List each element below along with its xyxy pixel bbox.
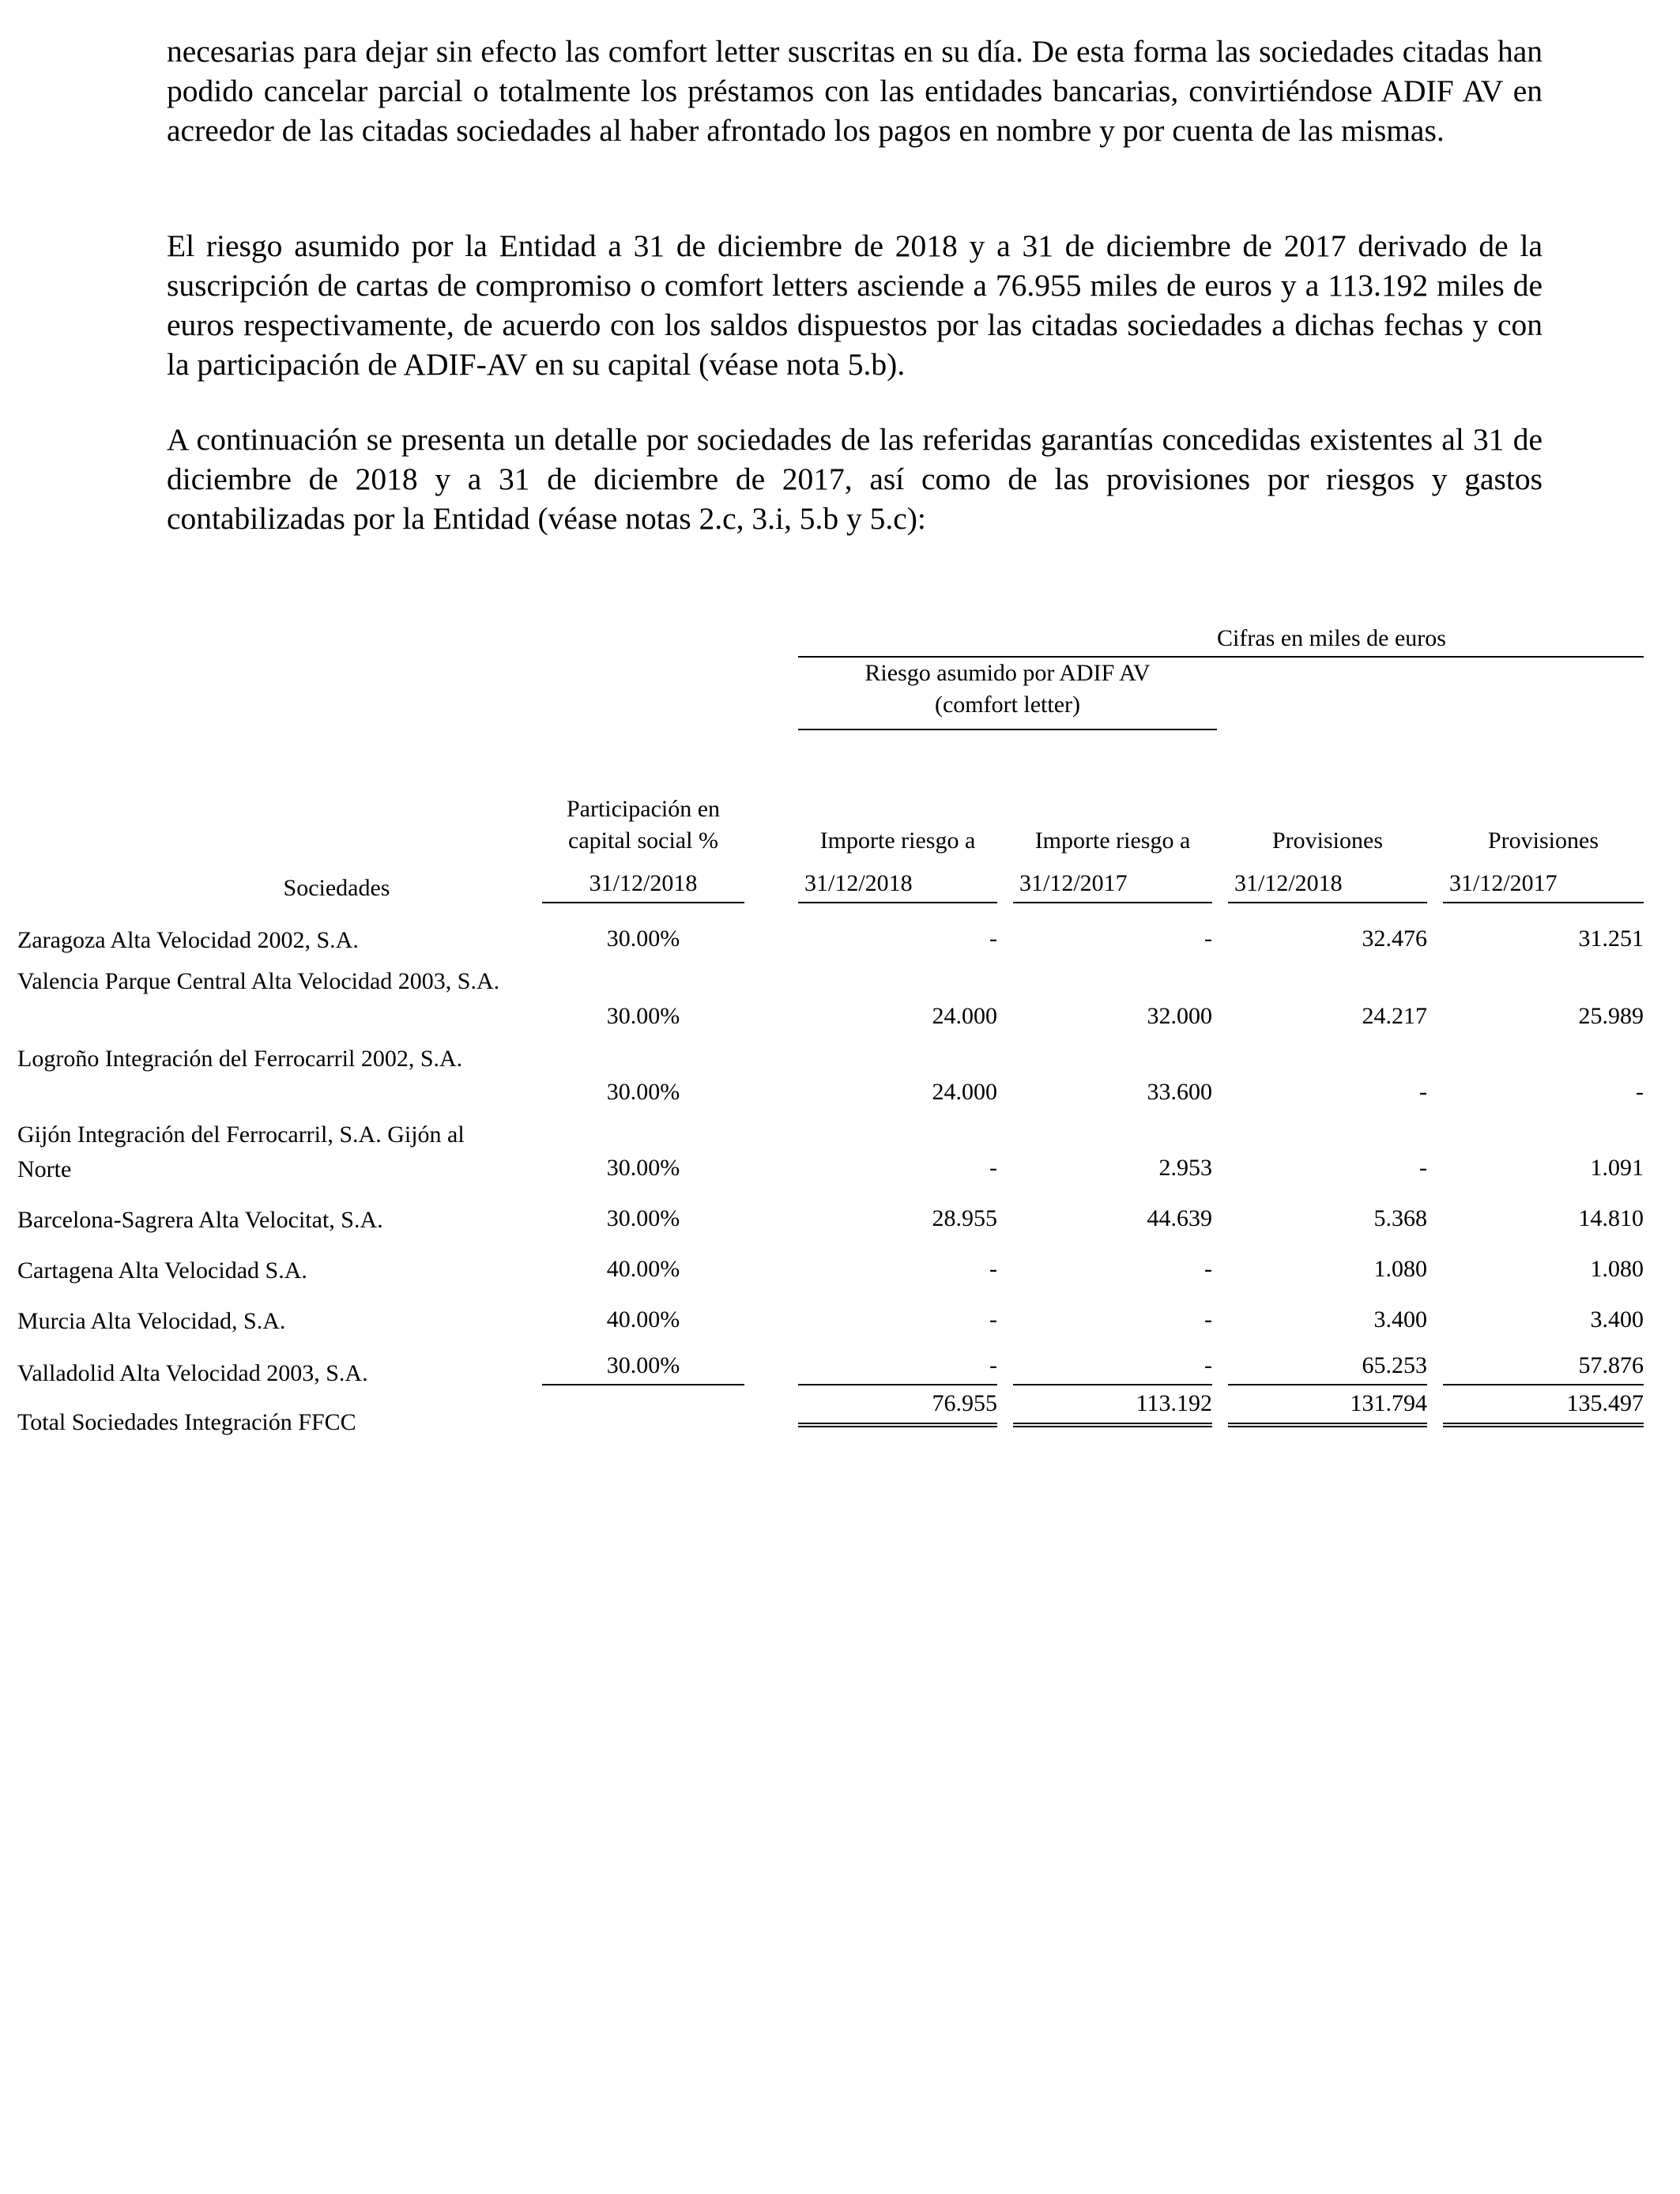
row-p2018: - — [1419, 1155, 1427, 1181]
header-prov-2017-date: 31/12/2017 — [1449, 870, 1558, 896]
total-r2018: 76.955 — [932, 1390, 997, 1416]
row-name: Valladolid Alta Velocidad 2003, S.A. — [17, 1360, 368, 1386]
total-r2017: 113.192 — [1136, 1390, 1212, 1416]
header-rule-3 — [1013, 902, 1212, 903]
row-pct: 40.00% — [606, 1256, 680, 1282]
row-r2018: - — [989, 925, 997, 952]
paragraph-1: necesarias para dejar sin efecto las comfort letter suscritas en su día. De esta forma las sociedades citadas han podido cancelar parcial o totalmente los préstamos con las entidades bancarias, convirtiéndose ADIF AV en acreedor de las citadas sociedades al haber afrontado los pagos en nombre y por cuenta de las mismas. — [167, 34, 1543, 148]
header-rule-1 — [542, 902, 744, 903]
row-p2017: - — [1636, 1079, 1644, 1105]
row-p2017: 1.080 — [1590, 1256, 1644, 1282]
total-double-rule-4 — [1228, 1423, 1427, 1427]
group-header-rule — [798, 729, 1217, 730]
row-pct: 30.00% — [606, 1003, 680, 1029]
row-r2017: 32.000 — [1147, 1003, 1212, 1029]
row-r2017: 2.953 — [1158, 1155, 1212, 1181]
group-header-line1: Riesgo asumido por ADIF AV — [864, 660, 1151, 686]
row-r2017: 33.600 — [1147, 1079, 1212, 1105]
header-rule-5 — [1443, 902, 1644, 903]
row-r2018: - — [989, 1256, 997, 1282]
row-p2018: 1.080 — [1373, 1256, 1427, 1282]
total-p2018: 131.794 — [1350, 1390, 1427, 1416]
row-pct: 30.00% — [606, 1205, 680, 1231]
row-name: Murcia Alta Velocidad, S.A. — [17, 1308, 286, 1334]
header-participacion-line2: capital social % — [568, 827, 718, 854]
row-r2018: - — [989, 1352, 997, 1378]
header-riesgo-2018-date: 31/12/2018 — [804, 870, 913, 896]
row-pct: 40.00% — [606, 1306, 680, 1333]
row-r2017: 44.639 — [1147, 1205, 1212, 1231]
header-rule-2 — [798, 902, 997, 903]
header-riesgo-2018-label: Importe riesgo a — [819, 827, 976, 854]
row-p2018: 32.476 — [1362, 925, 1427, 952]
total-name: Total Sociedades Integración FFCC — [17, 1409, 356, 1435]
row-r2018: - — [989, 1155, 997, 1181]
row-r2017: - — [1204, 1352, 1212, 1378]
row-name: Barcelona-Sagrera Alta Velocitat, S.A. — [17, 1207, 383, 1233]
row-name: Gijón Integración del Ferrocarril, S.A. Gijón al Norte — [17, 1122, 465, 1182]
row-r2018: - — [989, 1306, 997, 1333]
header-riesgo-2017-label: Importe riesgo a — [1034, 827, 1191, 854]
subtotal-rule-1 — [542, 1384, 744, 1385]
header-prov-2017-label: Provisiones — [1487, 827, 1599, 854]
header-rule-4 — [1228, 902, 1427, 903]
subtotal-rule-5 — [1443, 1384, 1644, 1385]
total-double-rule-3 — [1013, 1423, 1212, 1427]
header-prov-2018-date: 31/12/2018 — [1234, 870, 1343, 896]
row-name: Valencia Parque Central Alta Velocidad 2003, S.A. — [17, 968, 500, 994]
subtotal-rule-2 — [798, 1384, 997, 1385]
header-prov-2018-label: Provisiones — [1271, 827, 1383, 854]
row-p2018: 65.253 — [1362, 1352, 1427, 1378]
row-pct: 30.00% — [606, 1079, 680, 1105]
subtotal-rule-3 — [1013, 1384, 1212, 1385]
header-participacion-line1: Participación en — [566, 796, 721, 822]
header-sociedades: Sociedades — [283, 875, 390, 901]
row-p2017: 57.876 — [1578, 1352, 1644, 1378]
total-double-rule-2 — [798, 1423, 997, 1427]
row-pct: 30.00% — [606, 1352, 680, 1378]
total-double-rule-5 — [1443, 1423, 1644, 1427]
row-p2017: 3.400 — [1590, 1306, 1644, 1333]
row-p2017: 25.989 — [1578, 1003, 1644, 1029]
row-r2018: 24.000 — [932, 1079, 997, 1105]
total-p2017: 135.497 — [1566, 1390, 1644, 1416]
paragraph-2: El riesgo asumido por la Entidad a 31 de diciembre de 2018 y a 31 de diciembre de 2017 derivado de la suscripción de cartas de compromiso o comfort letters asciende a 76.955 miles de euros y a 113.192 miles de euros respectivamente, de acuerdo con los saldos dispuestos por las citadas sociedades a dichas fechas y con la participación de ADIF-AV en su capital (véase nota 5.b). — [167, 228, 1543, 382]
row-p2017: 1.091 — [1590, 1155, 1644, 1181]
row-name: Logroño Integración del Ferrocarril 2002, S.A. — [17, 1046, 463, 1072]
row-name: Zaragoza Alta Velocidad 2002, S.A. — [17, 927, 359, 953]
row-r2017: - — [1204, 1306, 1212, 1333]
row-r2017: - — [1204, 925, 1212, 952]
row-r2018: 28.955 — [932, 1205, 997, 1231]
group-header-line2: (comfort letter) — [934, 692, 1081, 718]
row-p2018: 24.217 — [1362, 1003, 1427, 1029]
header-riesgo-2017-date: 31/12/2017 — [1019, 870, 1128, 896]
row-p2018: 3.400 — [1373, 1306, 1427, 1333]
row-p2018: - — [1419, 1079, 1427, 1105]
subtotal-rule-4 — [1228, 1384, 1427, 1385]
row-pct: 30.00% — [606, 925, 680, 952]
row-r2018: 24.000 — [932, 1003, 997, 1029]
row-pct: 30.00% — [606, 1155, 680, 1181]
row-p2017: 14.810 — [1578, 1205, 1644, 1231]
row-name: Cartagena Alta Velocidad S.A. — [17, 1257, 307, 1284]
header-participacion-date: 31/12/2018 — [589, 870, 698, 896]
row-p2017: 31.251 — [1578, 925, 1644, 952]
row-r2017: - — [1204, 1256, 1212, 1282]
paragraph-3: A continuación se presenta un detalle por sociedades de las referidas garantías concedidas existentes al 31 de diciembre de 2018 y a 31 de diciembre de 2017, así como de las provisiones por riesgos y gastos contabilizadas por la Entidad (véase notas 2.c, 3.i, 5.b y 5.c): — [167, 422, 1543, 536]
row-p2018: 5.368 — [1373, 1205, 1427, 1231]
table-caption: Cifras en miles de euros — [1217, 625, 1446, 651]
